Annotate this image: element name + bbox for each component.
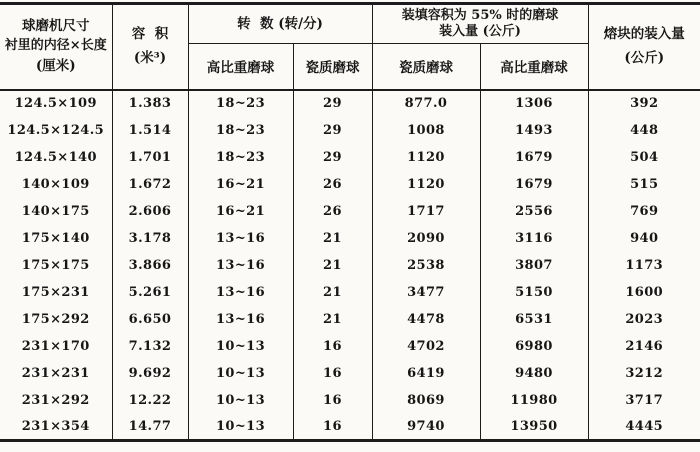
header-volume: [112, 4, 188, 90]
header-frit-load-line2: (公斤): [624, 49, 665, 66]
cell-load-porcelain: 877.0: [372, 90, 480, 117]
cell-volume: 3.178: [112, 225, 188, 252]
header-load-heavy-ball: 高比重磨球: [480, 44, 588, 90]
cell-load-heavy: 13950: [480, 414, 588, 441]
cell-volume: 12.22: [112, 387, 188, 414]
cell-rpm-porcelain: 21: [293, 306, 372, 333]
cell-frit-load: 769: [588, 198, 700, 225]
cell-load-heavy: 11980: [480, 387, 588, 414]
cell-volume: 1.514: [112, 117, 188, 144]
cell-load-heavy: 3116: [480, 225, 588, 252]
cell-load-porcelain: 2538: [372, 252, 480, 279]
cell-volume: 14.77: [112, 414, 188, 441]
cell-size: 140×109: [21, 176, 90, 192]
cell-rpm-heavy: 16~21: [188, 198, 293, 225]
cell-size: 175×175: [21, 257, 90, 273]
cell-load-porcelain: 3477: [372, 279, 480, 306]
cell-frit-load: 1600: [588, 279, 700, 306]
cell-load-heavy: 9480: [480, 360, 588, 387]
cell-volume: 9.692: [112, 360, 188, 387]
cell-rpm-porcelain: 29: [293, 144, 372, 171]
cell-rpm-heavy: 13~16: [188, 279, 293, 306]
cell-frit-load: 2023: [588, 306, 700, 333]
cell-size: 140×175: [21, 203, 90, 219]
cell-rpm-porcelain: 21: [293, 225, 372, 252]
cell-size: 124.5×140: [14, 149, 97, 165]
table-body: [0, 90, 700, 441]
cell-volume: 1.701: [112, 144, 188, 171]
cell-load-porcelain: 1120: [372, 144, 480, 171]
header-row-groups: [0, 4, 700, 44]
cell-load-heavy: 2556: [480, 198, 588, 225]
cell-load-porcelain: 4702: [372, 333, 480, 360]
cell-load-porcelain: 2090: [372, 225, 480, 252]
table-row: [0, 252, 700, 279]
cell-frit-load: 3717: [588, 387, 700, 414]
cell-rpm-heavy: 18~23: [188, 90, 293, 117]
cell-rpm-porcelain: 16: [293, 333, 372, 360]
table-row: [0, 90, 700, 117]
cell-size: 175×140: [21, 230, 90, 246]
header-group-ball-load: [372, 4, 588, 44]
cell-load-porcelain: 9740: [372, 414, 480, 441]
header-mill-size-line1: 球磨机尺寸: [22, 17, 90, 34]
cell-rpm-heavy: 10~13: [188, 387, 293, 414]
table-row: [0, 171, 700, 198]
cell-volume: 6.650: [112, 306, 188, 333]
cell-load-heavy: 1679: [480, 171, 588, 198]
cell-load-heavy: 6531: [480, 306, 588, 333]
cell-size: 175×231: [21, 284, 90, 300]
cell-frit-load: 940: [588, 225, 700, 252]
cell-rpm-porcelain: 21: [293, 252, 372, 279]
cell-load-heavy: 6980: [480, 333, 588, 360]
cell-rpm-heavy: 10~13: [188, 360, 293, 387]
cell-load-porcelain: 1008: [372, 117, 480, 144]
header-group-rpm: [188, 4, 372, 44]
table-row: [0, 306, 700, 333]
cell-rpm-porcelain: 29: [293, 117, 372, 144]
header-volume-line2: (米³): [133, 49, 167, 66]
cell-size: 231×170: [21, 338, 90, 354]
cell-volume: 7.132: [112, 333, 188, 360]
cell-load-heavy: 1679: [480, 144, 588, 171]
header-mill-size-line3: (厘米): [35, 58, 76, 75]
cell-rpm-heavy: 18~23: [188, 117, 293, 144]
header-mill-size: [0, 4, 112, 90]
cell-rpm-porcelain: 21: [293, 279, 372, 306]
table-header: [0, 4, 700, 90]
cell-load-heavy: 5150: [480, 279, 588, 306]
cell-volume: 1.383: [112, 90, 188, 117]
header-frit-load: [588, 4, 700, 90]
cell-rpm-heavy: 10~13: [188, 414, 293, 441]
cell-load-heavy: 1493: [480, 117, 588, 144]
table-row: [0, 198, 700, 225]
header-mill-size-line2: 衬里的内径×长度: [4, 38, 107, 54]
cell-volume: 1.672: [112, 171, 188, 198]
cell-frit-load: 504: [588, 144, 700, 171]
cell-size: 231×231: [21, 365, 90, 381]
cell-frit-load: 448: [588, 117, 700, 144]
cell-frit-load: 515: [588, 171, 700, 198]
cell-rpm-porcelain: 26: [293, 171, 372, 198]
header-group-ball-load-line2: 装入量 (公斤): [439, 24, 521, 39]
header-volume-line1: 容 积: [131, 26, 169, 43]
table-row: [0, 117, 700, 144]
cell-rpm-heavy: 18~23: [188, 144, 293, 171]
cell-load-heavy: 3807: [480, 252, 588, 279]
table-row: [0, 279, 700, 306]
table-row: [0, 225, 700, 252]
cell-rpm-heavy: 16~21: [188, 171, 293, 198]
header-load-porcelain-ball: 瓷质磨球: [372, 44, 480, 90]
header-frit-load-line1: 熔块的装入量: [603, 26, 685, 43]
cell-load-porcelain: 1120: [372, 171, 480, 198]
cell-size: 231×354: [21, 418, 90, 434]
table-row: [0, 360, 700, 387]
cell-rpm-porcelain: 16: [293, 387, 372, 414]
cell-rpm-porcelain: 26: [293, 198, 372, 225]
cell-rpm-heavy: 13~16: [188, 252, 293, 279]
cell-size: 175×292: [21, 311, 90, 327]
cell-frit-load: 4445: [588, 414, 700, 441]
cell-load-porcelain: 1717: [372, 198, 480, 225]
cell-frit-load: 3212: [588, 360, 700, 387]
cell-load-porcelain: 8069: [372, 387, 480, 414]
table-row: [0, 144, 700, 171]
header-group-ball-load-line1: 装填容积为 55% 时的磨球: [401, 7, 559, 23]
cell-frit-load: 392: [588, 90, 700, 117]
cell-load-porcelain: 6419: [372, 360, 480, 387]
cell-rpm-heavy: 13~16: [188, 306, 293, 333]
cell-rpm-heavy: 13~16: [188, 225, 293, 252]
cell-volume: 2.606: [112, 198, 188, 225]
table-row: [0, 387, 700, 414]
cell-frit-load: 1173: [588, 252, 700, 279]
header-rpm-heavy-ball: 高比重磨球: [188, 44, 293, 90]
cell-volume: 5.261: [112, 279, 188, 306]
table-row: [0, 414, 700, 441]
cell-size: 124.5×109: [14, 96, 97, 111]
cell-rpm-heavy: 10~13: [188, 333, 293, 360]
table-row: [0, 333, 700, 360]
cell-rpm-porcelain: 29: [293, 90, 372, 117]
ball-mill-spec-table: [0, 2, 700, 442]
cell-size: 124.5×124.5: [7, 122, 105, 138]
header-group-rpm-label: 转 数 (转/分): [237, 15, 323, 32]
cell-volume: 3.866: [112, 252, 188, 279]
cell-load-porcelain: 4478: [372, 306, 480, 333]
cell-rpm-porcelain: 16: [293, 414, 372, 441]
cell-size: 231×292: [21, 392, 90, 408]
header-rpm-porcelain-ball: 瓷质磨球: [293, 44, 372, 90]
cell-frit-load: 2146: [588, 333, 700, 360]
cell-load-heavy: 1306: [480, 90, 588, 117]
cell-rpm-porcelain: 16: [293, 360, 372, 387]
